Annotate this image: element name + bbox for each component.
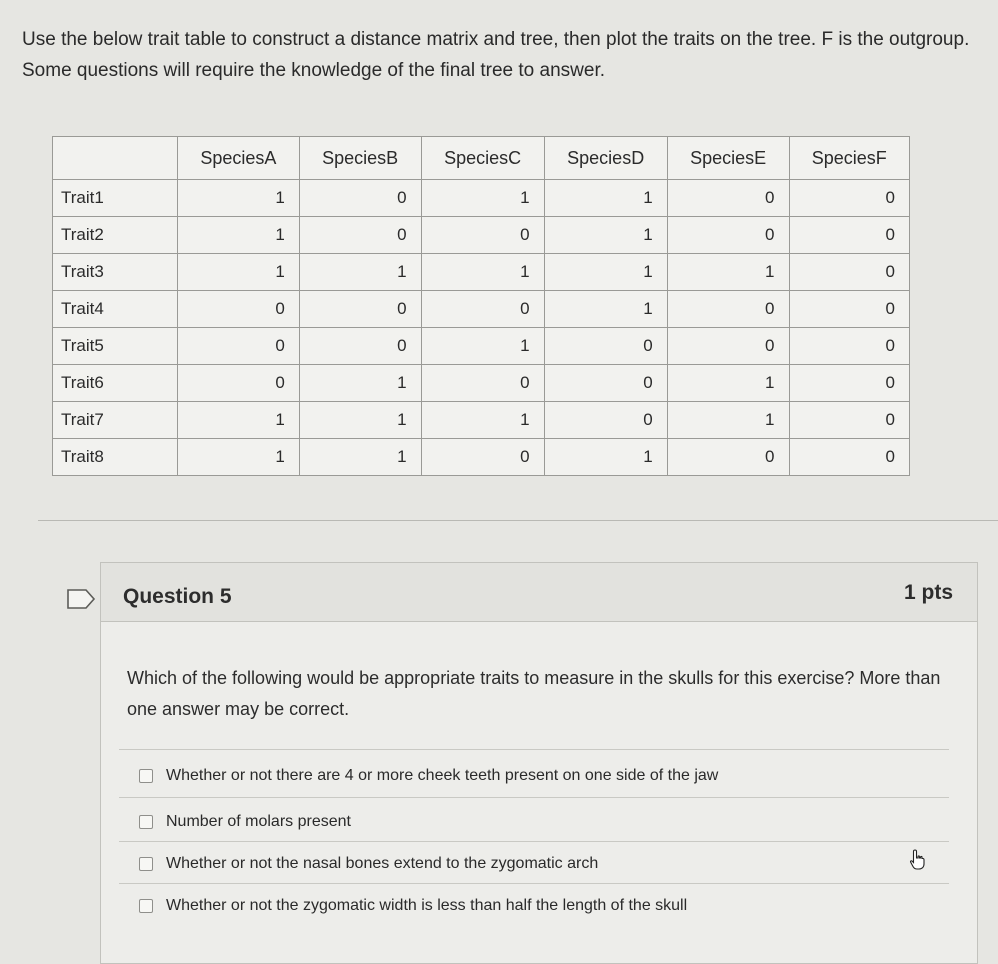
table-cell: 1 [178, 254, 300, 291]
table-cell: 1 [178, 180, 300, 217]
table-cell: 1 [544, 439, 667, 476]
answer-checkbox[interactable] [139, 815, 153, 829]
table-row [53, 365, 910, 402]
table-row [53, 217, 910, 254]
trait-table [52, 136, 910, 476]
table-header-cell: SpeciesA [178, 137, 300, 180]
table-header-cell: SpeciesE [667, 137, 789, 180]
question-text: Which of the following would be appropriate traits to measure in the skulls for this exercise? More than one answer may be correct. [127, 668, 941, 719]
answer-label: Whether or not the zygomatic width is less than half the length of the skull [166, 897, 688, 914]
table-header-cell: SpeciesD [544, 137, 667, 180]
table-cell: 0 [421, 365, 544, 402]
table-cell: 1 [667, 402, 789, 439]
table-cell: 0 [789, 402, 910, 439]
table-cell: 1 [421, 180, 544, 217]
answer-label: Whether or not the nasal bones extend to the zygomatic arch [166, 855, 599, 872]
table-cell: 1 [544, 180, 667, 217]
table-cell: 0 [789, 291, 910, 328]
table-cell: 0 [544, 328, 667, 365]
trait-table-header-row [53, 137, 910, 180]
table-cell: 0 [178, 291, 300, 328]
answer-option[interactable] [139, 855, 598, 873]
table-cell: 0 [421, 217, 544, 254]
table-cell: 0 [299, 217, 421, 254]
row-label: Trait4 [53, 291, 178, 328]
table-cell: 1 [421, 328, 544, 365]
section-divider [38, 520, 998, 521]
table-cell: 0 [789, 180, 910, 217]
table-cell: 0 [667, 291, 789, 328]
question-points: 1 pts [903, 581, 953, 604]
table-cell: 1 [421, 402, 544, 439]
table-cell: 1 [667, 254, 789, 291]
table-cell: 0 [544, 365, 667, 402]
table-cell: 1 [544, 254, 667, 291]
table-row [53, 439, 910, 476]
table-cell: 1 [667, 365, 789, 402]
table-row [53, 402, 910, 439]
question-title: Question 5 [123, 585, 232, 608]
table-cell: 0 [667, 217, 789, 254]
answer-label: Whether or not there are 4 or more cheek teeth present on one side of the jaw [166, 767, 719, 784]
table-cell: 1 [178, 217, 300, 254]
table-cell: 0 [299, 328, 421, 365]
table-cell: 0 [667, 439, 789, 476]
table-header-cell: SpeciesF [789, 137, 910, 180]
row-label: Trait8 [53, 439, 178, 476]
table-cell: 0 [178, 365, 300, 402]
answer-label: Number of molars present [166, 813, 351, 830]
answer-checkbox[interactable] [139, 899, 153, 913]
table-cell: 1 [299, 439, 421, 476]
row-label: Trait2 [53, 217, 178, 254]
answer-divider [119, 841, 949, 842]
table-cell: 0 [789, 217, 910, 254]
answer-option[interactable] [139, 767, 718, 785]
question-card [100, 562, 978, 964]
row-label: Trait1 [53, 180, 178, 217]
table-cell: 0 [667, 180, 789, 217]
table-cell: 0 [789, 254, 910, 291]
answer-checkbox[interactable] [139, 857, 153, 871]
table-row [53, 180, 910, 217]
table-row [53, 254, 910, 291]
row-label: Trait7 [53, 402, 178, 439]
answer-divider [119, 883, 949, 884]
table-cell: 0 [299, 291, 421, 328]
row-label: Trait6 [53, 365, 178, 402]
answer-option[interactable] [139, 897, 687, 915]
table-cell: 0 [789, 328, 910, 365]
answer-checkbox[interactable] [139, 769, 153, 783]
table-cell: 0 [544, 402, 667, 439]
table-row [53, 328, 910, 365]
answer-option[interactable] [139, 813, 351, 831]
table-cell: 1 [178, 402, 300, 439]
answer-divider [119, 797, 949, 798]
table-header-cell: SpeciesC [421, 137, 544, 180]
flag-icon[interactable] [66, 588, 96, 610]
row-label: Trait3 [53, 254, 178, 291]
table-cell: 1 [544, 291, 667, 328]
answer-divider [119, 749, 949, 750]
table-cell: 0 [178, 328, 300, 365]
table-cell: 1 [299, 365, 421, 402]
table-cell: 0 [299, 180, 421, 217]
row-label: Trait5 [53, 328, 178, 365]
table-cell: 1 [544, 217, 667, 254]
table-cell: 1 [299, 402, 421, 439]
table-cell: 1 [421, 254, 544, 291]
table-cell: 0 [667, 328, 789, 365]
table-row [53, 291, 910, 328]
table-header-cell [53, 137, 178, 180]
table-cell: 0 [789, 365, 910, 402]
table-cell: 1 [299, 254, 421, 291]
table-cell: 0 [421, 439, 544, 476]
question-header [101, 563, 977, 622]
instructions-text: Use the below trait table to construct a distance matrix and tree, then plot the traits on the tree. F is the outgroup. Some questions will require the knowledge of the final tree to answer. [22, 29, 970, 81]
table-cell: 1 [178, 439, 300, 476]
table-cell: 0 [789, 439, 910, 476]
table-header-cell: SpeciesB [299, 137, 421, 180]
hand-pointer-icon [906, 848, 930, 872]
table-cell: 0 [421, 291, 544, 328]
